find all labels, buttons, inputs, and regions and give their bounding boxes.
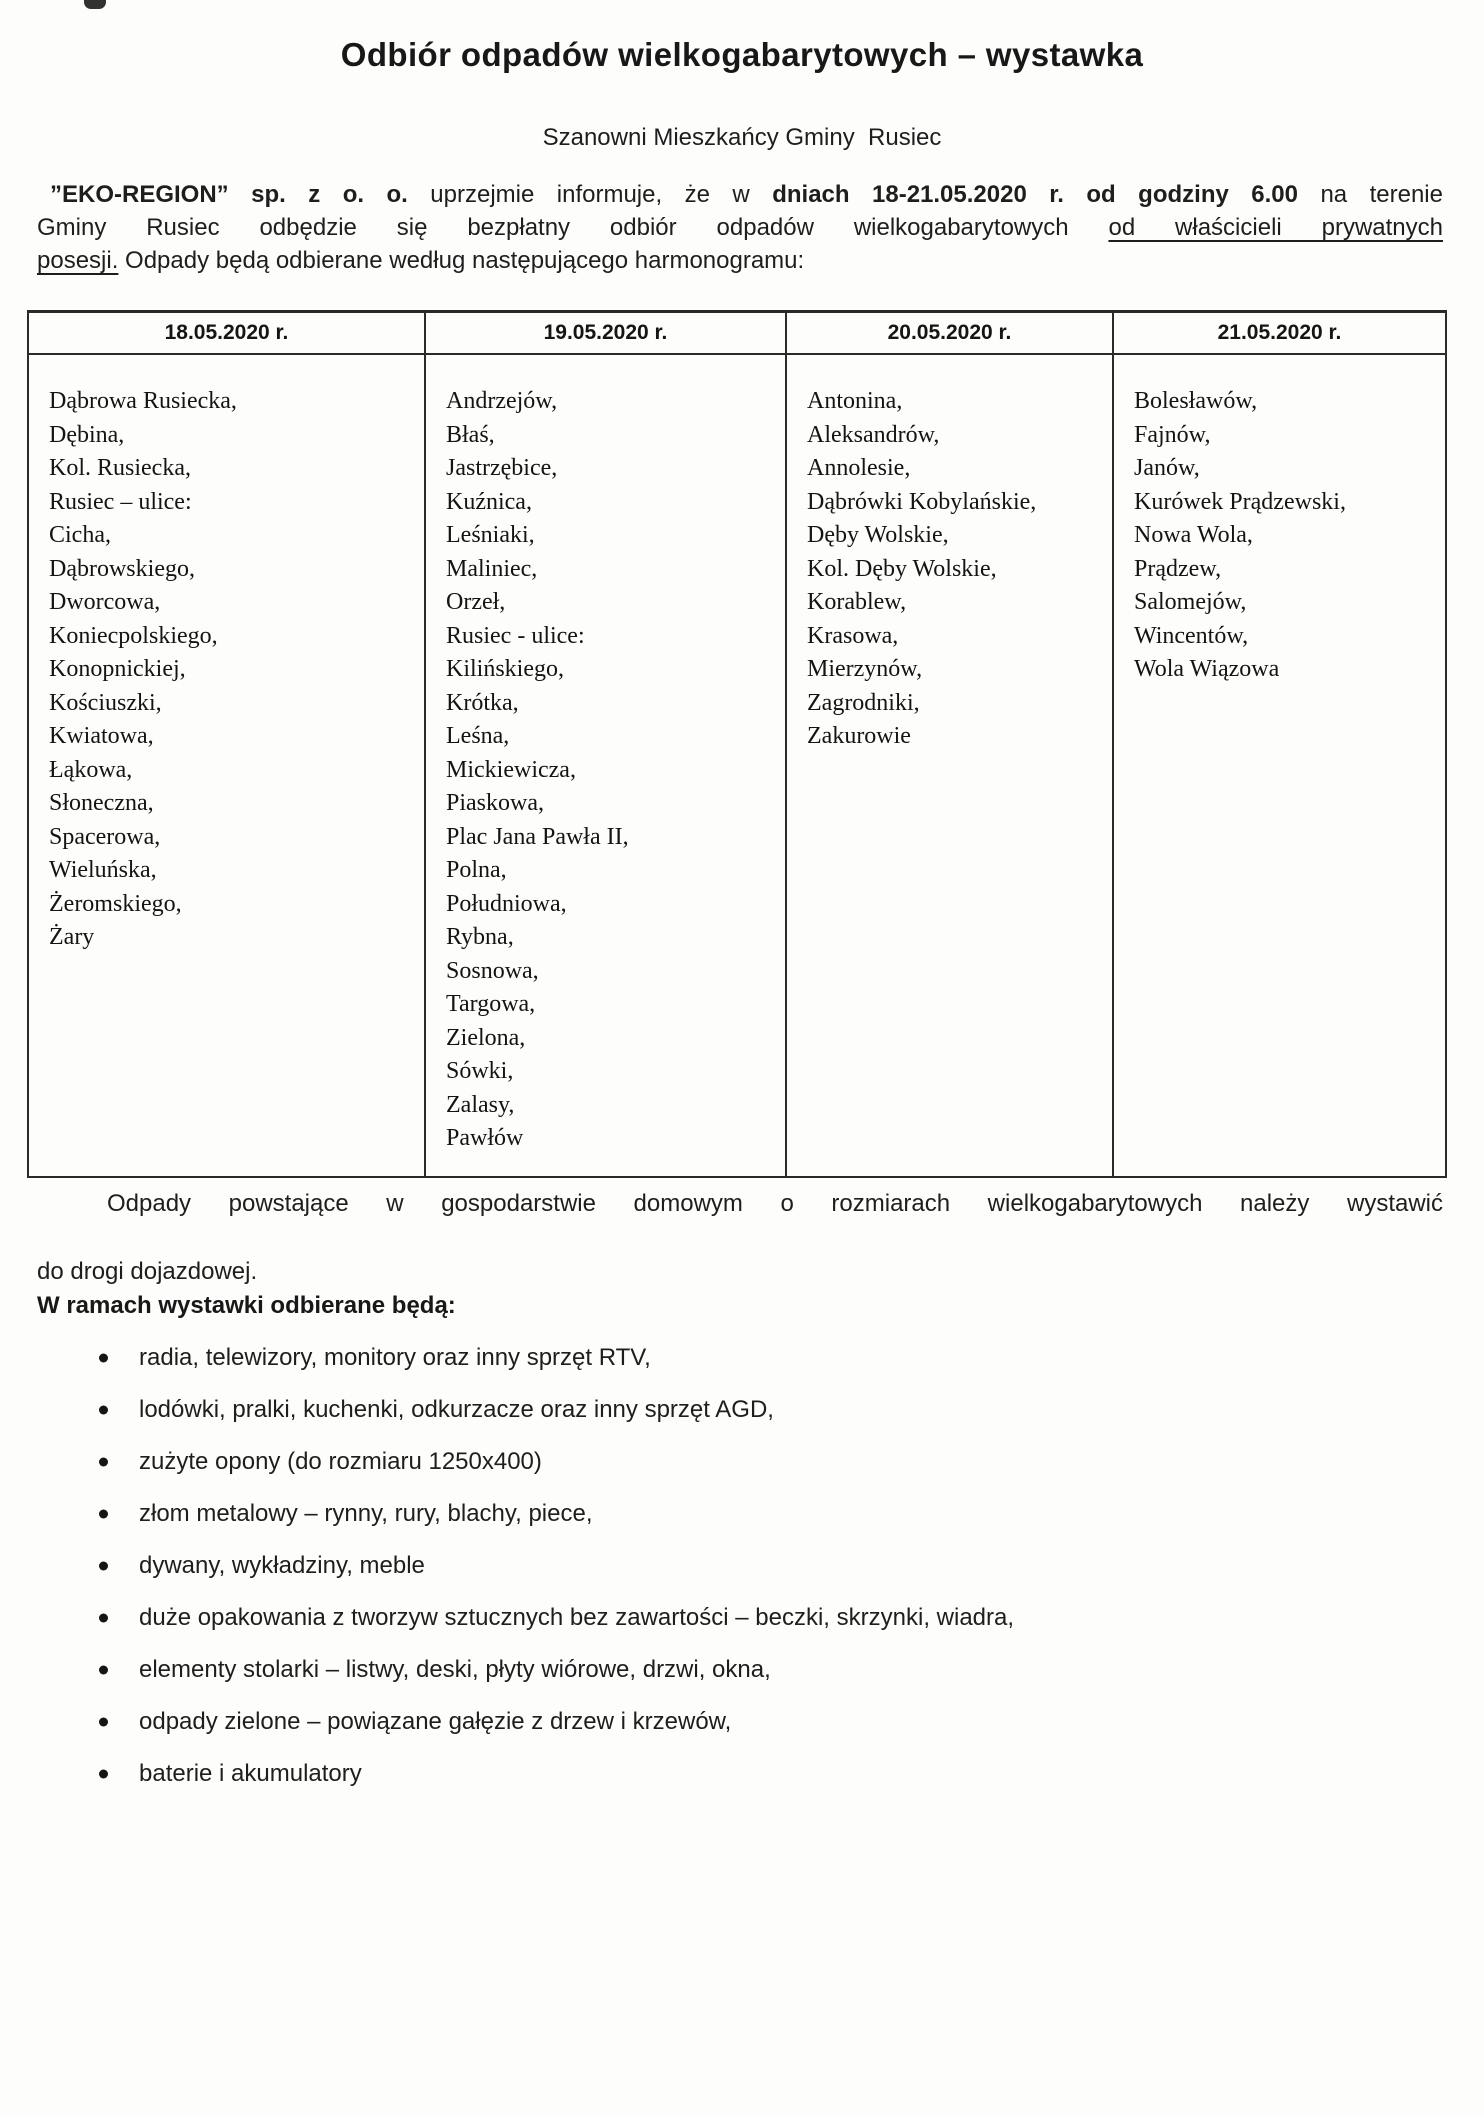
list-item: baterie i akumulatory [37, 1748, 1443, 1800]
locality-line: Słoneczna, [49, 790, 154, 816]
intro-line-2 [37, 211, 1443, 244]
locality-line: Krótka, [446, 689, 519, 716]
locality-line: Spacerowa, [49, 823, 161, 850]
table-header-row [29, 313, 1445, 355]
locality-line: Korablew, [807, 589, 907, 615]
locality-line: Dębina, [49, 421, 125, 448]
table-header-cell-20-05: 20.05.2020 r. [787, 313, 1114, 353]
page-title: Odbiór odpadów wielkogabarytowych – wystawka [340, 36, 1144, 73]
company-name-bold: ”EKO-REGION” sp. z o. o. [50, 181, 408, 208]
outro-line-2: do drogi dojazdowej. [37, 1258, 258, 1285]
collected-items-list [37, 1332, 1443, 1800]
list-item: lodówki, pralki, kuchenki, odkurzacze oraz inny sprzęt AGD, [37, 1384, 1443, 1436]
locality-line: Kol. Dęby Wolskie, [807, 555, 997, 582]
locality-line: Żeromskiego, [49, 890, 182, 917]
locality-line: Prądzew, [1134, 555, 1222, 582]
locality-line: Kwiatowa, [49, 723, 154, 749]
locality-line: Annolesie, [807, 455, 911, 481]
locality-line: Salomejów, [1134, 589, 1247, 615]
locality-line: Kościuszki, [49, 689, 162, 716]
locality-line: Jastrzębice, [446, 455, 558, 481]
table-column-20-05 [787, 355, 1114, 1176]
locality-line: Mierzynów, [807, 656, 923, 682]
locality-line: Dąbrówki Kobylańskie, [807, 488, 1037, 515]
table-header-cell-19-05: 19.05.2020 r. [426, 313, 787, 353]
locality-line: Leśna, [446, 723, 510, 749]
locality-line: Wincentów, [1134, 622, 1249, 649]
list-item: złom metalowy – rynny, rury, blachy, piece, [37, 1488, 1443, 1540]
locality-line: Wola Wiązowa [1134, 656, 1280, 682]
locality-line: Plac Jana Pawła II, [446, 823, 629, 850]
locality-line: Rusiec - ulice: [446, 622, 585, 649]
locality-line: Krasowa, [807, 622, 899, 649]
locality-line: Janów, [1134, 455, 1200, 481]
list-heading: W ramach wystawki odbierane będą: [37, 1292, 456, 1319]
dates-bold: dniach 18-21.05.2020 r. od godziny 6.00 [772, 181, 1298, 208]
locality-line: Zagrodniki, [807, 689, 920, 716]
locality-line: Koniecpolskiego, [49, 622, 218, 649]
locality-line: Wieluńska, [49, 857, 157, 883]
list-item: radia, telewizory, monitory oraz inny sprzęt RTV, [37, 1332, 1443, 1384]
table-header-cell-21-05: 21.05.2020 r. [1217, 321, 1342, 344]
locality-line: Bolesławów, [1134, 388, 1258, 414]
locality-line: Zielona, [446, 1024, 526, 1051]
table-column-19-05 [426, 355, 787, 1176]
intro-text: Gminy Rusiec odbędzie się bezpłatny odbiór odpadów wielkogabarytowych [37, 214, 1109, 241]
locality-line: Andrzejów, [446, 388, 558, 414]
locality-line: Nowa Wola, [1134, 522, 1253, 548]
table-body-row [29, 355, 1445, 1176]
locality-line: Antonina, [807, 388, 903, 414]
list-item: odpady zielone – powiązane gałęzie z drzew i krzewów, [37, 1696, 1443, 1748]
intro-line-3 [37, 244, 1443, 277]
list-item: duże opakowania z tworzyw sztucznych bez zawartości – beczki, skrzynki, wiadra, [37, 1592, 1443, 1644]
locality-line: Łąkowa, [49, 756, 133, 783]
locality-line: Maliniec, [446, 555, 538, 582]
locality-line: Błaś, [446, 421, 495, 448]
locality-line: Dąbrowskiego, [49, 555, 195, 582]
locality-line: Sówki, [446, 1058, 514, 1084]
outro-line-1: Odpady powstające w gospodarstwie domowym o rozmiarach wielkogabarytowych należy wystawić [107, 1190, 1443, 1217]
locality-line: Żary [49, 924, 95, 950]
locality-line: Piaskowa, [446, 790, 544, 816]
list-item: zużyte opony (do rozmiaru 1250x400) [37, 1436, 1443, 1488]
intro-text: Odpady będą odbierane według następującego harmonogramu: [118, 247, 805, 274]
table-column-18-05 [29, 355, 426, 1176]
table-column-21-05 [1114, 355, 1445, 1176]
locality-line: Dworcowa, [49, 589, 161, 615]
intro-text: na terenie [1298, 181, 1443, 208]
underlined-owners: od właścicieli prywatnych [1108, 214, 1443, 241]
scan-artifact-smudge [84, 0, 106, 9]
locality-line: Kurówek Prądzewski, [1134, 488, 1346, 515]
locality-line: Polna, [446, 857, 507, 883]
salutation: Szanowni Mieszkańcy Gminy Rusiec [542, 124, 942, 151]
locality-line: Dęby Wolskie, [807, 522, 949, 548]
locality-line: Leśniaki, [446, 522, 535, 548]
intro-line-1 [37, 178, 1443, 211]
underlined-posesji: posesji. [37, 247, 119, 274]
list-item: dywany, wykładziny, meble [37, 1540, 1443, 1592]
list-item: elementy stolarki – listwy, deski, płyty wiórowe, drzwi, okna, [37, 1644, 1443, 1696]
table-header-cell-18-05: 18.05.2020 r. [29, 313, 426, 353]
locality-line: Kuźnica, [446, 488, 532, 515]
intro-text: uprzejmie informuje, że w [407, 181, 773, 208]
locality-line: Kol. Rusiecka, [49, 455, 191, 481]
locality-line: Rybna, [446, 924, 514, 950]
locality-line: Orzeł, [446, 589, 506, 615]
intro-paragraph [37, 178, 1443, 277]
locality-line: Zalasy, [446, 1091, 515, 1118]
locality-line: Kilińskiego, [446, 656, 564, 682]
locality-line: Rusiec – ulice: [49, 488, 192, 515]
locality-line: Fajnów, [1134, 421, 1211, 448]
locality-line: Mickiewicza, [446, 756, 576, 783]
locality-line: Cicha, [49, 522, 111, 548]
locality-line: Zakurowie [807, 723, 911, 749]
locality-line: Sosnowa, [446, 957, 539, 984]
schedule-table [27, 310, 1447, 1178]
locality-line: Dąbrowa Rusiecka, [49, 388, 237, 414]
locality-line: Pawłów [446, 1125, 524, 1151]
locality-line: Targowa, [446, 991, 536, 1017]
locality-line: Południowa, [446, 890, 567, 917]
locality-line: Konopnickiej, [49, 656, 186, 682]
locality-line: Aleksandrów, [807, 421, 940, 448]
